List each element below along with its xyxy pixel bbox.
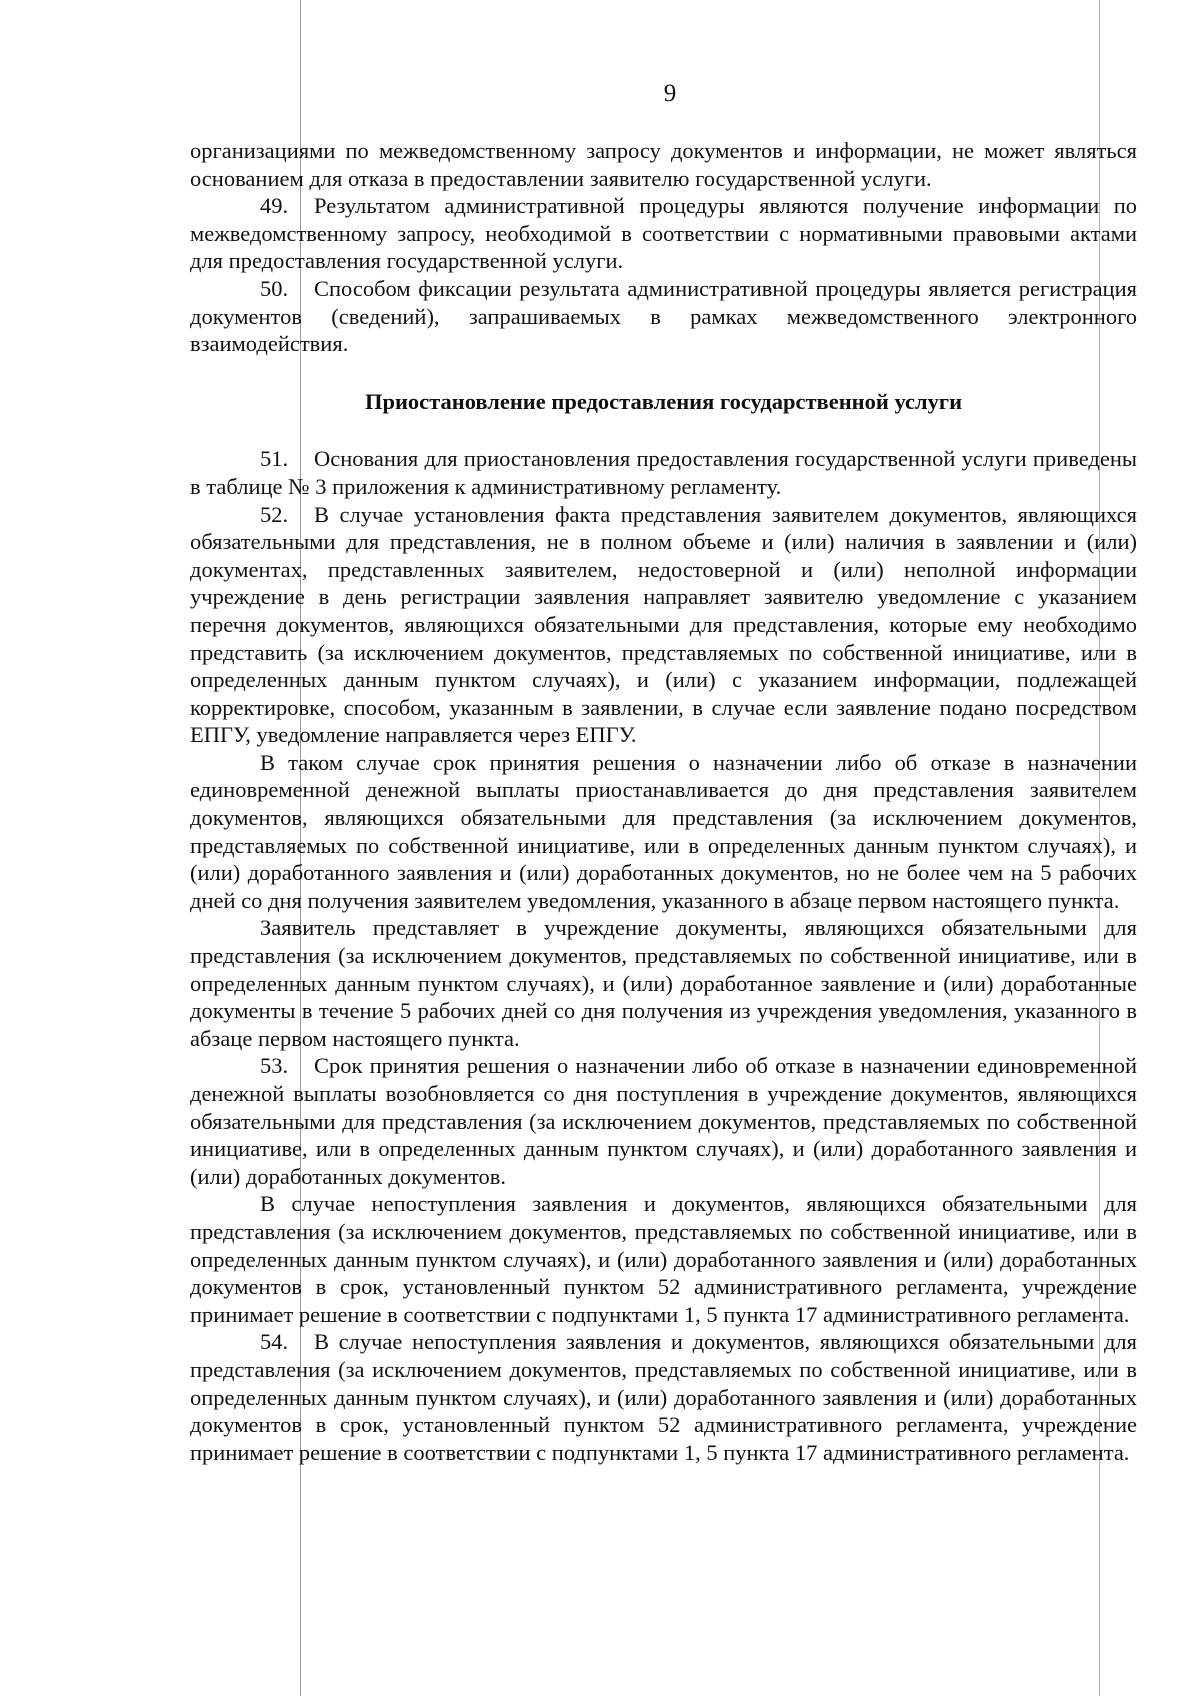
document-body [190, 137, 1137, 1466]
paragraph-49 [190, 192, 1137, 275]
paragraph-text [190, 1190, 1137, 1328]
paragraph-content: Срок принятия решения о назначении либо об отказе в назначении единовременной денежной выплаты возобновляется со дня поступления в учреждение документов, являющихся обязательными для представления (за исключением документов, представляемых по собственной инициативе, или в определенных данным пунктом случаях), и (или) доработанного заявления и (или) доработанных документов. [190, 1053, 1137, 1189]
paragraph-content: Заявитель представляет в учреждение документы, являющихся обязательными для представления (за исключением документов, представляемых по собственной инициативе, или в определенных данным пунктом случаях), и (или) доработанное заявление и (или) доработанные документы в течение 5 рабочих дней со дня получения из учреждения уведомления, указанного в абзаце первом настоящего пункта. [190, 915, 1137, 1051]
page-number: 9 [663, 80, 677, 107]
paragraph-52 [190, 501, 1137, 749]
paragraphs-before-heading [190, 137, 1137, 358]
paragraph-content: организациями по межведомственному запросу документов и информации, не может являться основанием для отказа в предоставлении заявителю государственной услуги. [190, 138, 1137, 191]
paragraph-53 [190, 1052, 1137, 1190]
paragraph-content: В таком случае срок принятия решения о назначении либо об отказе в назначении единовременной денежной выплаты приостанавливается до дня представления заявителем документов, являющихся обязательными для представления (за исключением документов, представляемых по собственной инициативе, или в определенных данным пунктом случаях), и (или) доработанного заявления и (или) доработанных документов, но не более чем на 5 рабочих дней со дня получения заявителем уведомления, указанного в абзаце первом настоящего пункта. [190, 749, 1137, 913]
paragraph-number: 51. [260, 446, 289, 472]
paragraph-content: Основания для приостановления предоставления государственной услуги приведены в таблице № 3 приложения к административному регламенту. [190, 446, 1137, 499]
paragraph-content: Способом фиксации результата административной процедуры является регистрация документов (сведений), запрашиваемых в рамках межведомственного электронного взаимодействия. [190, 275, 1137, 357]
paragraph-content: В случае непоступления заявления и документов, являющихся обязательными для представления (за исключением документов, представляемых по собственной инициативе, или в определенных данным пунктом случаях), и (или) доработанного заявления и (или) доработанных документов в срок, установленный пунктом 52 административного регламента, учреждение принимает решение в соответствии с подпунктами 1, 5 пункта 17 административного регламента. [190, 1329, 1137, 1465]
paragraph-51 [190, 445, 1137, 500]
paragraph-content: В случае непоступления заявления и документов, являющихся обязательными для представления (за исключением документов, представляемых по собственной инициативе, или в определенных данным пунктом случаях), и (или) доработанного заявления и (или) доработанных документов в срок, установленный пунктом 52 административного регламента, учреждение принимает решение в соответствии с подпунктами 1, 5 пункта 17 административного регламента. [190, 1191, 1137, 1327]
paragraph-number: 49. [260, 193, 289, 219]
paragraph-50 [190, 275, 1137, 358]
paragraph-content: В случае установления факта представления заявителем документов, являющихся обязательными для представления, не в полном объеме и (или) наличия в заявлении и (или) документах, представленных заявителем, недостоверной и (или) неполной информации учреждение в день регистрации заявления направляет заявителю уведомление с указанием перечня документов, являющихся обязательными для представления, которые ему необходимо представить (за исключением документов, представляемых по собственной инициативе, или в определенных данным пунктом случаях), и (или) с указанием информации, подлежащей корректировке, способом, указанным в заявлении, в случае если заявление подано посредством ЕПГУ, уведомление направляется через ЕПГУ. [190, 501, 1137, 748]
paragraph-text [190, 749, 1137, 915]
paragraph-text [190, 914, 1137, 1052]
section-heading: Приостановление предоставления государственной услуги [364, 388, 963, 414]
paragraphs-after-heading [190, 445, 1137, 1466]
paragraph-54 [190, 1328, 1137, 1466]
paragraph-text [190, 137, 1137, 192]
paragraph-number: 54. [260, 1329, 289, 1355]
paragraph-number: 53. [260, 1053, 289, 1079]
paragraph-content: Результатом административной процедуры являются получение информации по межведомственному запросу, необходимой в соответствии с нормативными правовыми актами для предоставления государственной услуги. [190, 193, 1137, 274]
paragraph-number: 50. [260, 275, 289, 301]
paragraph-number: 52. [260, 501, 289, 527]
